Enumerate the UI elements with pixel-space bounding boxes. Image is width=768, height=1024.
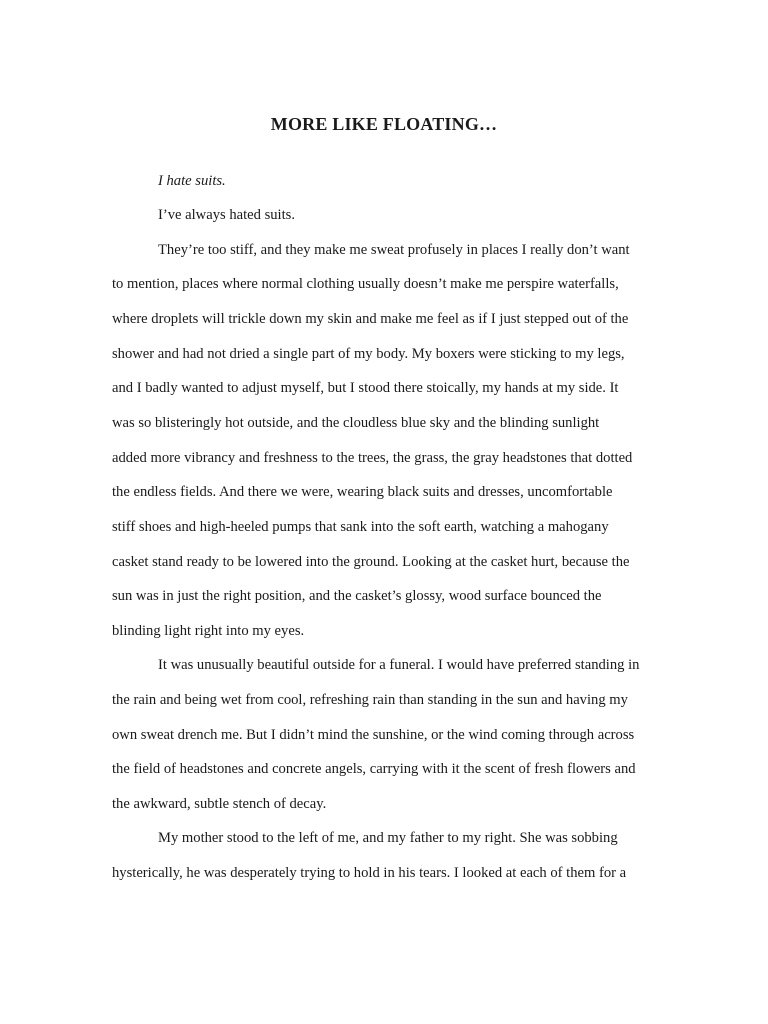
text-line: where droplets will trickle down my skin and make me feel as if I just stepped out of the <box>112 311 629 327</box>
text-line: sun was in just the right position, and the casket’s glossy, wood surface bounced the <box>112 588 602 604</box>
text-line: My mother stood to the left of me, and my father to my right. She was sobbing <box>158 830 618 846</box>
text-line: own sweat drench me. But I didn’t mind the sunshine, or the wind coming through across <box>112 727 635 743</box>
text-line: hysterically, he was desperately trying to hold in his tears. I looked at each of them for a <box>112 865 627 881</box>
text-line: I’ve always hated suits. <box>158 207 295 223</box>
text-line: casket stand ready to be lowered into the ground. Looking at the casket hurt, because the <box>112 554 630 570</box>
text-line: blinding light right into my eyes. <box>112 623 305 639</box>
text-line: the rain and being wet from cool, refreshing rain than standing in the sun and having my <box>112 692 628 708</box>
text-line: They’re too stiff, and they make me sweat profusely in places I really don’t want <box>158 242 630 258</box>
text-line: and I badly wanted to adjust myself, but I stood there stoically, my hands at my side. It <box>112 380 619 396</box>
text-line: to mention, places where normal clothing usually doesn’t make me perspire waterfalls, <box>112 276 619 292</box>
text-line: the endless fields. And there we were, wearing black suits and dresses, uncomfortable <box>112 484 613 500</box>
text-line: added more vibrancy and freshness to the trees, the grass, the gray headstones that dotted <box>112 450 633 466</box>
text-line: was so blisteringly hot outside, and the cloudless blue sky and the blinding sunlight <box>112 415 600 431</box>
text-line: It was unusually beautiful outside for a funeral. I would have preferred standing in <box>158 657 640 673</box>
text-line: stiff shoes and high-heeled pumps that sank into the soft earth, watching a mahogany <box>112 519 609 535</box>
document-title: MORE LIKE FLOATING… <box>270 114 498 134</box>
text-line: the field of headstones and concrete angels, carrying with it the scent of fresh flowers and <box>112 761 636 777</box>
text-line: I hate suits. <box>158 173 226 189</box>
text-line: shower and had not dried a single part of my body. My boxers were sticking to my legs, <box>112 346 625 362</box>
text-line: the awkward, subtle stench of decay. <box>112 796 327 812</box>
